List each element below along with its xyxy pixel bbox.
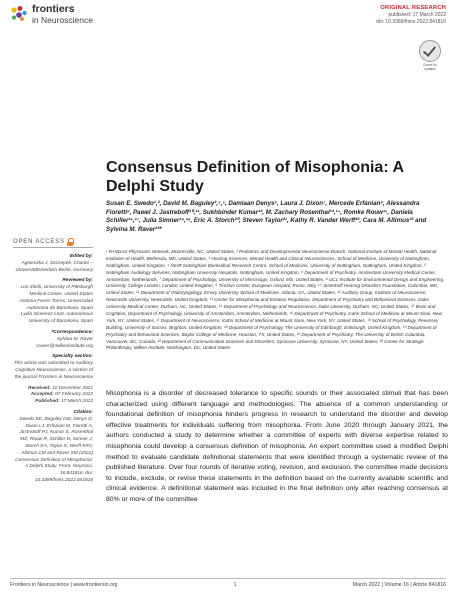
footer-volume: March 2022 | Volume 16 | Article 841816 [352, 582, 446, 588]
doi-link[interactable]: doi: 10.3389/fnins.2022.841816 [375, 18, 446, 25]
page-footer [10, 582, 446, 588]
published-label: Published: [35, 399, 60, 405]
accepted-date: 07 February 2022 [55, 392, 93, 398]
sidebar-divider [13, 247, 93, 248]
affiliations: ¹ PANDAS Physicians Network, Mooresville, NC, United States, ² Pediatrics and Developmental Neuroscience Branch, National Institute of Mental Health, National Institutes of Health, Bethesda, MD, United States, ³ Hearing Sciences, Mental Health and Clinical Neurosciences, School of Medicine, University of Nottingham, Nottingham, United Kingdom, ⁴ NIHR Nottingham Biomedical Research Centre, School of Medicine, University of Nottingham, Nottingham, United Kingdom, ⁵ Nottingham Audiology Services, Nottingham University Hospitals, Nottingham, United Kingdom, ⁶ Department of Psychiatry, Amsterdam University Medical Center, Amsterdam, Netherlands, ⁷ Department of Psychology, University of Mississippi, Oxford, MS, United States, ⁸ UCL Institute for Environmental Design and Engineering, University College London, London, United Kingdom, ⁹ Tinnitus Center, European Hospital, Rome, Italy, ¹⁰ Jastreboff Hearing Disorders Foundation, Columbia, MD, United States, ¹¹ Department of Otolaryngology, Emory University School of Medicine, Atlanta, GA, United States, ¹² Auditory Group, Institute of Neuroscience, Newcastle University, Newcastle, United Kingdom, ¹³ Center for Misophonia and Emotion Regulation, Department of Psychiatry and Behavioral Sciences, Duke University Medical Center, Durham, NC, United States, ¹⁴ Department of Psychology and Neuroscience, Duke University, Durham, NC, United States, ¹⁵ Brain and Cognition, Department of Psychology, University of Amsterdam, Amsterdam, Netherlands, ¹⁶ Department of Psychiatry, Icahn School of Medicine at Mount Sinai, New York, NY, United States, ¹⁷ Department of Neuroscience, Icahn School of Medicine at Mount Sinai, New York, NY, United States, ¹⁸ School of Psychology, Pevensey Building, University of Sussex, Brighton, United Kingdom, ¹⁹ Department of Psychology, The University of Edinburgh, Edinburgh, United Kingdom, ²⁰ Department of Psychiatry and Behavioral Sciences, Baylor College of Medicine, Houston, TX, United States, ²¹ Department of Psychiatry, The University of British Columbia, Vancouver, BC, Canada, ²² Department of Communication Sciences and Disorders, Syracuse University, Syracuse, NY, United States, ²³ Center for Strategic Philanthropy, Milken Institute, Washington, DC, United States [106, 249, 445, 351]
article-title: Consensus Definition of Misophonia: A Delphi Study [106, 159, 404, 195]
received-date: 22 December 2021 [52, 385, 93, 391]
citation-text: Swedo SE, Baguley DM, Denys D, Dixon LJ, Erfanian M, Fioretti A, Jastreboff PJ, Kumar S, Rosenthal MZ, Rouw R, Schiller D, Simner J, Storch EA, Taylor S, Werff KRV, Altimus CM and Raver SM (2022) Consensus Definition of Misophonia: A Delphi Study. Front. Neurosci. 16:841816. doi: 10.3389/fnins.2022.841816 [15, 416, 93, 483]
correspondence-email[interactable]: sraver@milkeninstitute.org [36, 343, 93, 349]
published-date-sidebar: 17 March 2022 [61, 399, 93, 405]
correspondence-name: Sylvina M. Raver [56, 336, 93, 342]
page-number: 1 [233, 582, 237, 588]
received-label: Received: [28, 385, 51, 391]
footer-divider [10, 578, 446, 579]
article-header-meta [376, 5, 446, 25]
editor: Agnieszka J. Szczepek, Charité – Universitätsmedizin Berlin, Germany [15, 260, 93, 273]
frontiers-logo[interactable] [10, 4, 130, 30]
published-row [13, 399, 93, 406]
article-sidebar [13, 250, 93, 485]
accepted-label: Accepted: [30, 392, 54, 398]
author-list: Susan E. Swedo¹,², David M. Baguley³,⁴,⁵, Damiaan Denys⁶, Laura J. Dixon⁷, Mercede Erfanian⁸, Alessandra Fioretti⁹, Pawel J. Jastreboff¹⁰,¹¹, Sukhbinder Kumar¹², M. Zachary Rosenthal¹³,¹⁴, Romke Rouw¹⁵, Daniela Schiller¹⁶,¹⁷, Julia Simner¹⁸,¹⁹, Eric A. Storch²⁰, Steven Taylor²¹, Kathy R. Vander Werff²², Cara M. Altimus²³ and Sylvina M. Raver²³* [106, 200, 427, 233]
logo-brand: frontiers [32, 3, 75, 15]
check-updates-label: Check for updates [423, 63, 437, 71]
frontiers-logo-icon [10, 5, 28, 23]
check-for-updates-button[interactable] [418, 40, 442, 70]
citation-label: Citation: [73, 409, 93, 415]
article-type: ORIGINAL RESEARCH [380, 5, 446, 11]
open-access-badge [13, 239, 74, 245]
reviewer: Antonia Ferrer Torres, Universidad Autónoma de Barcelona, Spain [19, 298, 93, 311]
correspondence-label: *Correspondence: [51, 329, 93, 335]
published-date: published: 17 March 2022 [388, 12, 446, 19]
specialty-section: This article was submitted to Auditory Cognitive Neuroscience, a section of the journal Frontiers in Neuroscience [13, 361, 93, 380]
reviewer: Lori Zitelli, University of Pittsburgh Medical Center, United States [20, 285, 93, 297]
logo-journal: in Neuroscience [32, 14, 93, 25]
edited-by-label: Edited by: [69, 254, 93, 259]
abstract-text: Misophonia is a disorder of decreased tolerance to specific sounds or their associated stimuli that has been characterized using different language and methodologies. The absence of a common understanding or foundational definition of misophonia hinders progress in research to understand the disorder and develop effective treatments for individuals suffering from misophonia. From June 2020 through January 2021, the authors conducted a study to determine whether a committee of experts with diverse expertise related to misophonia could develop a consensus definition of misophonia. An expert committee used a modified Delphi method to evaluate candidate definitional statements that were identified through a systematic review of the published literature. Over four rounds of iterative voting, revision, and exclusion, the committee made decisions to include, exclude, or revise these statements in the definition based on the currently available scientific and clinical evidence. A definitional statement was included in the final definition only after reaching consensus at 80% or more of the committee [106, 390, 448, 503]
open-access-lock-icon [68, 238, 74, 244]
reviewer: Lydia Gimenez-Llort, Autonomous University of Barcelona, Spain [20, 312, 93, 325]
open-access-label: OPEN ACCESS [13, 239, 65, 245]
check-updates-icon [419, 40, 441, 62]
footer-journal-link[interactable]: Frontiers in Neuroscience | www.frontiersin.org [10, 582, 118, 588]
specialty-section-label: Specialty section: [52, 354, 93, 360]
reviewed-by-label: Reviewed by: [62, 278, 93, 284]
